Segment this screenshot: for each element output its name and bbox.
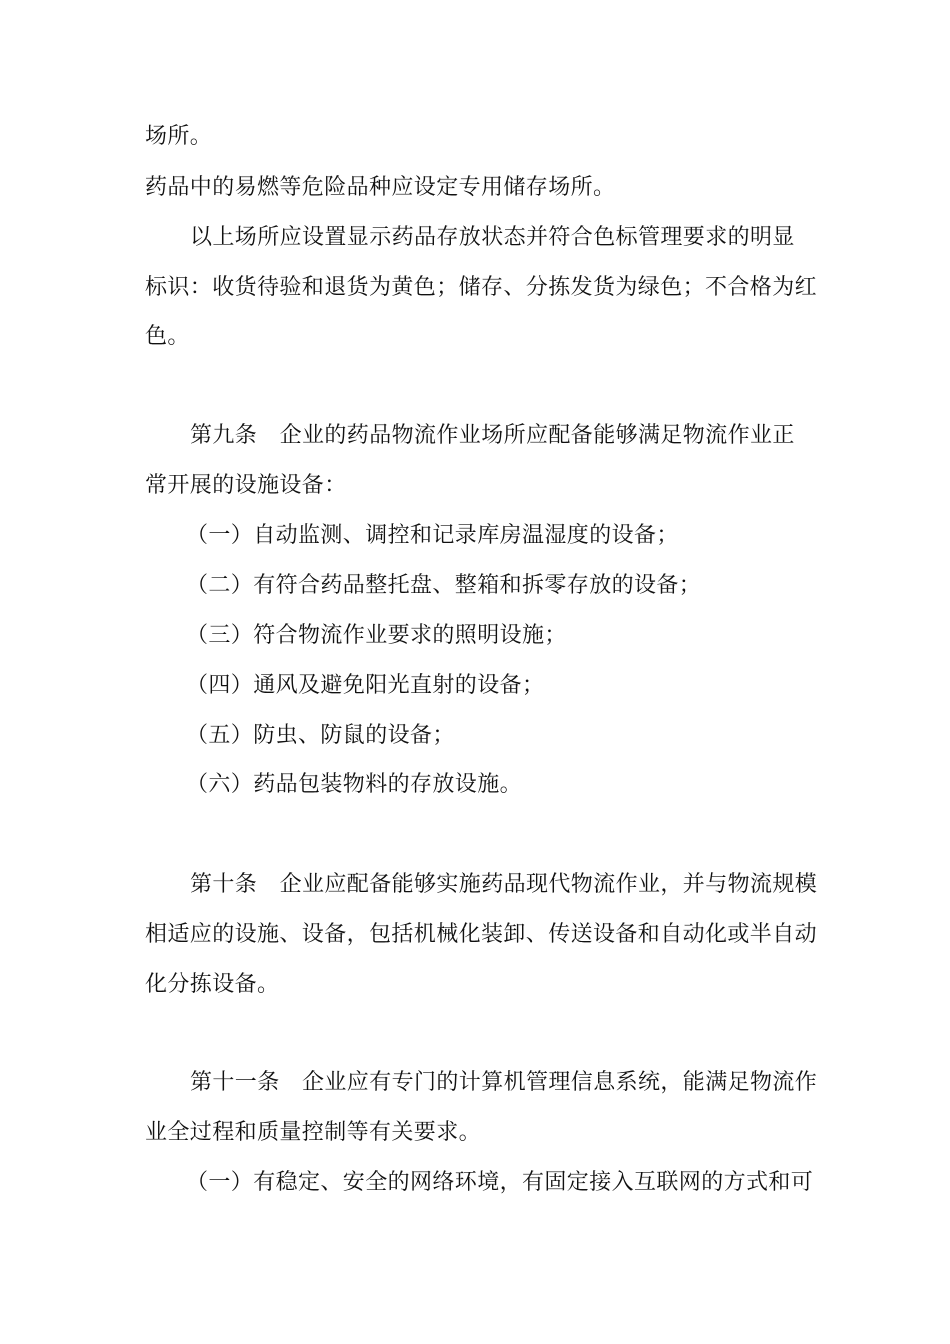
article-heading-line: 第十条 企业应配备能够实施药品现代物流作业，并与物流规模 xyxy=(190,872,818,897)
paragraph-line: 以上场所应设置显示药品存放状态并符合色标管理要求的明显 xyxy=(190,225,795,250)
article-heading-line: 第九条 企业的药品物流作业场所应配备能够满足物流作业正 xyxy=(190,423,795,448)
paragraph-line: 常开展的设施设备： xyxy=(145,473,347,498)
paragraph-line: 相适应的设施、设备，包括机械化装卸、传送设备和自动化或半自动 xyxy=(145,922,818,947)
list-item: （二）有符合药品整托盘、整箱和拆零存放的设备； xyxy=(186,573,702,598)
paragraph-line: 药品中的易燃等危险品种应设定专用储存场所。 xyxy=(145,175,616,200)
list-item: （六）药品包装物料的存放设施。 xyxy=(186,772,523,797)
list-item: （三）符合物流作业要求的照明设施； xyxy=(186,623,567,648)
paragraph-line: 色。 xyxy=(145,324,190,349)
list-item: （一）自动监测、调控和记录库房温湿度的设备； xyxy=(186,523,679,548)
paragraph-line: 化分拣设备。 xyxy=(145,972,280,997)
paragraph-line: 业全过程和质量控制等有关要求。 xyxy=(145,1120,482,1145)
paragraph-line: 场所。 xyxy=(145,124,213,149)
paragraph-line: 标识：收货待验和退货为黄色；储存、分拣发货为绿色；不合格为红 xyxy=(145,275,818,300)
list-item: （一）有稳定、安全的网络环境，有固定接入互联网的方式和可 xyxy=(186,1170,814,1195)
list-item: （四）通风及避免阳光直射的设备； xyxy=(186,673,545,698)
article-heading-line: 第十一条 企业应有专门的计算机管理信息系统，能满足物流作 xyxy=(190,1070,818,1095)
list-item: （五）防虫、防鼠的设备； xyxy=(186,723,455,748)
